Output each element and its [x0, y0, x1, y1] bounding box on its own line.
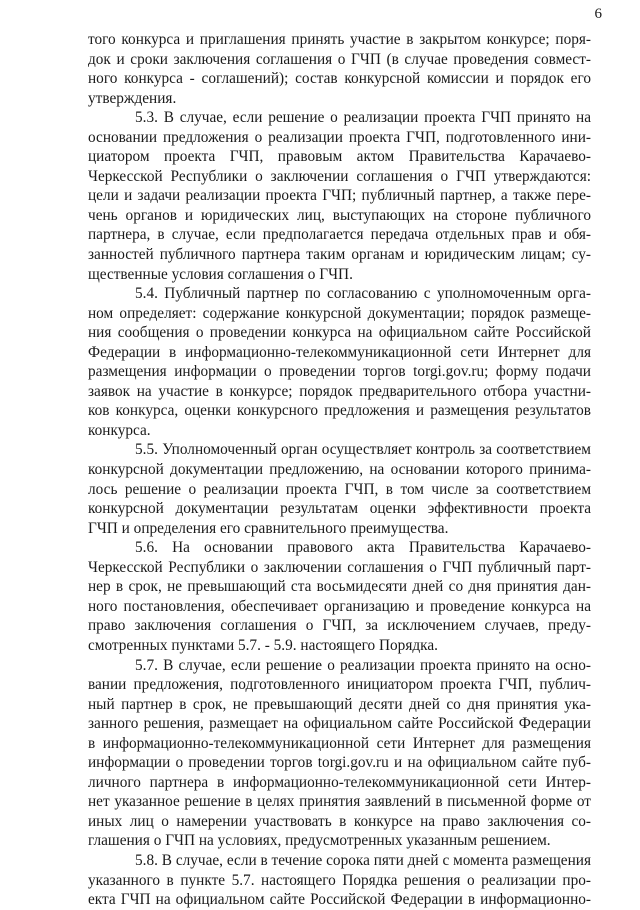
- text-line: цели и задачи реализации проекта ГЧП; публичный партнер, а также пере-: [88, 187, 591, 205]
- text-line: 5.6. На основании правового акта Правительства Карачаево-: [135, 539, 591, 557]
- text-line: ного конкурса - соглашений); состав конкурсной комиссии и порядок его: [88, 70, 591, 88]
- text-line: нер в срок, не превышающий ста восьмидесяти дней со дня принятия дан-: [88, 578, 591, 596]
- text-line: Федерации в информационно-телекоммуникационной сети Интернет для: [88, 343, 591, 361]
- page-number: 6: [594, 6, 602, 22]
- text-line: занностей публичного партнера таким органам и юридическим лицам; су-: [88, 246, 591, 264]
- text-line: глашения о ГЧП на условиях, предусмотренных указанным решением.: [88, 832, 551, 850]
- text-line: ном определяет: содержание конкурсной документации; порядок размеще-: [88, 304, 591, 322]
- text-line: 5.5. Уполномоченный орган осуществляет контроль за соответствием: [135, 441, 591, 459]
- text-line: в информационно-телекоммуникационной сети Интернет для размещения: [88, 734, 591, 752]
- text-line: док и сроки заключения соглашения о ГЧП (в случае проведения совмест-: [88, 50, 591, 68]
- text-line: лось решение о реализации проекта ГЧП, в том числе за соответствием: [88, 480, 591, 498]
- text-line: иных лиц о намерении участвовать в конкурсе на право заключения со-: [88, 812, 591, 830]
- document-body: [88, 30, 591, 910]
- text-line: ков конкурса, оценки конкурсного предложения и размещения результатов: [88, 402, 591, 420]
- text-line: вании предложения, подготовленного инициатором проекта ГЧП, публич-: [88, 676, 591, 694]
- text-line: указанного в пункте 5.7. настоящего Порядка решения о реализации про-: [88, 871, 591, 889]
- text-line: чень органов и юридических лиц, выступающих на стороне публичного: [88, 206, 591, 224]
- text-line: размещения информации о проведении торгов torgi.gov.ru; форму подачи: [88, 363, 591, 381]
- paragraph: [88, 538, 591, 655]
- text-line: 5.8. В случае, если в течение сорока пяти дней с момента размещения: [135, 851, 591, 869]
- text-line: утверждения.: [88, 89, 177, 107]
- paragraph: [88, 108, 591, 284]
- text-line: информации о проведении торгов torgi.gov.ru и на официальном сайте пуб-: [88, 754, 591, 772]
- text-line: право заключения соглашения о ГЧП, за исключением случаев, преду-: [88, 617, 591, 635]
- text-line: конкурсной документации предложению, на основании которого принима-: [88, 461, 591, 479]
- paragraph: [88, 851, 591, 910]
- text-line: циатором проекта ГЧП, правовым актом Правительства Карачаево-: [88, 148, 591, 166]
- paragraph: [88, 30, 591, 108]
- text-line: того конкурса и приглашения принять участие в закрытом конкурсе; поря-: [88, 31, 591, 48]
- text-line: смотренных пунктами 5.7. - 5.9. настоящего Порядка.: [88, 636, 438, 654]
- text-line: 5.3. В случае, если решение о реализации проекта ГЧП принято на: [135, 109, 591, 127]
- text-line: нет указанное решение в целях принятия заявлений в письменной форме от: [88, 793, 591, 811]
- text-line: ный партнер в срок, не превышающий десяти дней со дня принятия ука-: [88, 695, 591, 713]
- paragraph: [88, 440, 591, 538]
- text-line: ния сообщения о проведении конкурса на официальном сайте Российской: [88, 324, 591, 342]
- text-line: 5.7. В случае, если решение о реализации проекта принято на осно-: [135, 656, 591, 674]
- text-line: занного решения, размещает на официальном сайте Российской Федерации: [88, 715, 591, 733]
- text-line: ного постановления, обеспечивает организацию и проведение конкурса на: [88, 597, 591, 615]
- text-line: основании предложения о реализации проекта ГЧП, подготовленного ини-: [88, 128, 591, 146]
- text-line: конкурса.: [88, 421, 151, 439]
- text-line: личного партнера в информационно-телекоммуникационной сети Интер-: [88, 773, 591, 791]
- text-line: ГЧП и определения его сравнительного преимущества.: [88, 519, 449, 537]
- text-line: щественные условия соглашения о ГЧП.: [88, 265, 353, 283]
- text-line: конкурсной документации результатам оценки эффективности проекта: [88, 500, 591, 518]
- text-line: екта ГЧП на официальном сайте Российской Федерации в информационно-: [88, 891, 591, 909]
- text-line: партнера, в случае, если предполагается передача отдельных прав и обя-: [88, 226, 591, 244]
- text-line: 5.4. Публичный партнер по согласованию с уполномоченным орга-: [135, 285, 591, 303]
- text-line: Черкесской Республики о заключении соглашения о ГЧП утверждаются:: [88, 167, 591, 185]
- paragraph: [88, 284, 591, 440]
- text-line: Черкесской Республики о заключении соглашения о ГЧП публичный парт-: [88, 558, 591, 576]
- paragraph: [88, 656, 591, 851]
- text-line: заявок на участие в конкурсе; порядок предварительного отбора участни-: [88, 382, 591, 400]
